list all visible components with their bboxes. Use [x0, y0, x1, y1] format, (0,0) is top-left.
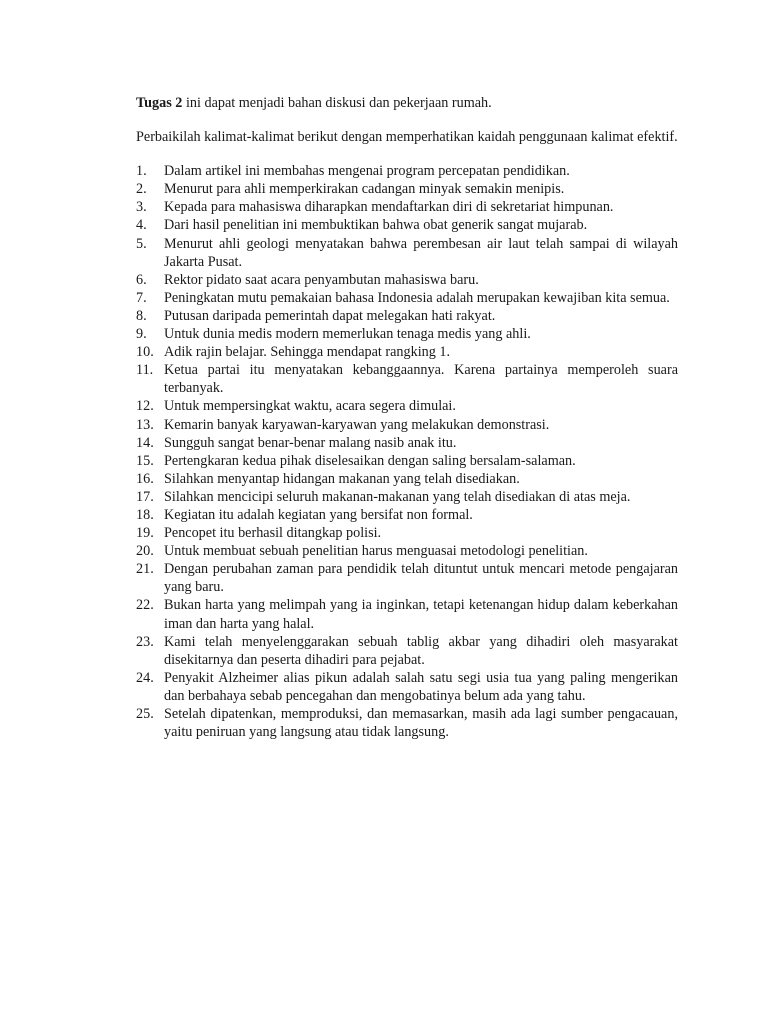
list-item [136, 235, 678, 271]
list-item [136, 488, 678, 506]
item-number: 17. [136, 488, 154, 505]
item-text: Silahkan menyantap hidangan makanan yang telah disediakan. [164, 470, 520, 487]
item-number: 7. [136, 289, 147, 306]
instruction-paragraph: Perbaikilah kalimat-kalimat berikut dengan memperhatikan kaidah penggunaan kalimat efektif. [136, 129, 678, 146]
item-number: 4. [136, 217, 147, 234]
item-number: 11. [136, 362, 154, 379]
item-text: Untuk dunia medis modern memerlukan tenaga medis yang ahli. [164, 326, 531, 343]
item-text: Kami telah menyelenggarakan sebuah tablig akbar yang dihadiri oleh masyarakat disekitarnya dan peserta dihadiri para pejabat. [164, 633, 678, 668]
item-number: 25. [136, 706, 154, 722]
item-text: Kepada para mahasiswa diharapkan mendaftarkan diri di sekretariat himpunan. [164, 199, 614, 216]
list-item [136, 560, 678, 596]
list-item [136, 524, 678, 542]
item-text: Putusan daripada pemerintah dapat melegakan hati rakyat. [164, 307, 496, 324]
item-text: Kegiatan itu adalah kegiatan yang bersifat non formal. [164, 506, 473, 523]
item-number: 14. [136, 434, 154, 451]
item-text: Dalam artikel ini membahas mengenai program percepatan pendidikan. [164, 163, 570, 180]
item-text: Penyakit Alzheimer alias pikun adalah salah satu segi usia tua yang paling mengerikan dan berbahaya sebab pencegahan dan mengobatinya belum ada yang tahu. [164, 669, 678, 704]
item-number: 20. [136, 543, 154, 560]
assignment-heading [136, 94, 678, 112]
list-item [136, 596, 678, 632]
item-text: Pencopet itu berhasil ditangkap polisi. [164, 525, 382, 542]
item-text: Bukan harta yang melimpah yang ia inginkan, tetapi ketenangan hidup dalam keberkahan iman dan harta yang halal. [164, 597, 678, 632]
item-number: 13. [136, 416, 154, 433]
list-item [136, 633, 678, 669]
item-number: 19. [136, 525, 154, 542]
item-number: 15. [136, 452, 154, 469]
item-text: Menurut ahli geologi menyatakan bahwa perembesan air laut telah sampai di wilayah Jakarta Pusat. [164, 235, 678, 270]
item-text: Pertengkaran kedua pihak diselesaikan dengan saling bersalam-salaman. [164, 452, 576, 469]
list-item [136, 669, 678, 705]
item-number: 16. [136, 470, 154, 487]
list-item [136, 198, 678, 216]
list-item [136, 162, 678, 180]
list-item [136, 216, 678, 234]
list-item [136, 506, 678, 524]
item-number: 24. [136, 669, 154, 686]
list-item [136, 325, 678, 343]
item-text: Kemarin banyak karyawan-karyawan yang melakukan demonstrasi. [164, 416, 550, 433]
item-number: 21. [136, 561, 154, 578]
assignment-label: Tugas 2 [136, 95, 183, 111]
item-number: 18. [136, 506, 154, 523]
item-text: Setelah dipatenkan, memproduksi, dan memasarkan, masih ada lagi sumber pengacauan, yaitu peniruan yang langsung atau tidak langsung. [164, 706, 678, 741]
sentence-list [136, 162, 678, 741]
item-text: Peningkatan mutu pemakaian bahasa Indonesia adalah merupakan kewajiban kita semua. [164, 289, 670, 306]
item-number: 3. [136, 199, 147, 216]
document-page [136, 94, 678, 741]
item-number: 2. [136, 181, 147, 198]
item-text: Dari hasil penelitian ini membuktikan bahwa obat generik sangat mujarab. [164, 217, 588, 234]
item-text: Dengan perubahan zaman para pendidik telah dituntut untuk mencari metode pengajaran yang baru. [164, 561, 678, 596]
item-number: 1. [136, 163, 147, 180]
item-text: Untuk membuat sebuah penelitian harus menguasai metodologi penelitian. [164, 543, 588, 560]
item-number: 9. [136, 326, 147, 343]
item-text: Adik rajin belajar. Sehingga mendapat rangking 1. [164, 344, 451, 361]
item-number: 23. [136, 633, 154, 650]
list-item [136, 180, 678, 198]
list-item [136, 470, 678, 488]
list-item [136, 343, 678, 361]
item-number: 8. [136, 307, 147, 324]
item-text: Ketua partai itu menyatakan kebanggaannya. Karena partainya memperoleh suara terbanyak. [164, 362, 678, 397]
list-item [136, 434, 678, 452]
item-text: Silahkan mencicipi seluruh makanan-makanan yang telah disediakan di atas meja. [164, 488, 631, 505]
item-text: Sungguh sangat benar-benar malang nasib anak itu. [164, 434, 457, 451]
list-item [136, 452, 678, 470]
item-number: 6. [136, 271, 147, 288]
item-number: 12. [136, 398, 154, 415]
list-item [136, 397, 678, 415]
list-item [136, 542, 678, 560]
item-text: Rektor pidato saat acara penyambutan mahasiswa baru. [164, 271, 479, 288]
item-text: Untuk mempersingkat waktu, acara segera dimulai. [164, 398, 456, 415]
item-number: 5. [136, 235, 147, 252]
list-item [136, 307, 678, 325]
list-item [136, 705, 678, 741]
list-item [136, 271, 678, 289]
list-item [136, 361, 678, 397]
item-number: 10. [136, 344, 154, 361]
list-item [136, 416, 678, 434]
assignment-description: ini dapat menjadi bahan diskusi dan pekerjaan rumah. [182, 95, 492, 111]
item-text: Menurut para ahli memperkirakan cadangan minyak semakin menipis. [164, 181, 565, 198]
item-number: 22. [136, 597, 154, 614]
list-item [136, 289, 678, 307]
